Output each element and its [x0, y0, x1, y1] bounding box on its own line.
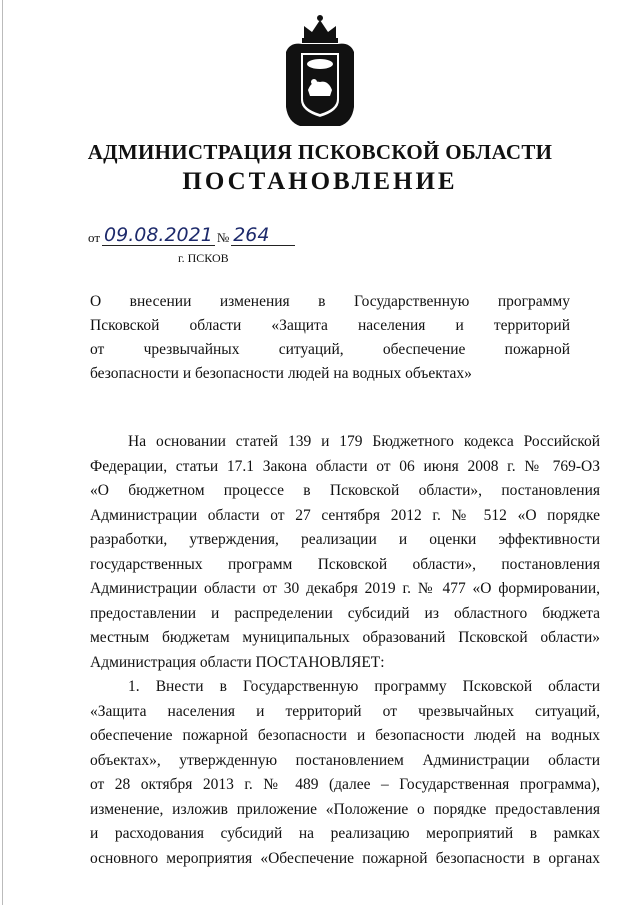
organization-name: АДМИНИСТРАЦИЯ ПСКОВСКОЙ ОБЛАСТИ — [87, 140, 553, 164]
scan-edge-line — [2, 0, 3, 905]
body-line: 1. Внести в Государственную программу Псковской области — [128, 678, 600, 695]
body-line: Администрация области ПОСТАНОВЛЯЕТ: — [90, 653, 385, 671]
subject-line: от чрезвычайных ситуаций, обеспечение пожарной — [90, 341, 570, 358]
handwritten-number: 264 — [231, 225, 295, 246]
body-line: изменение, изложив приложение «Положение о порядке предоставления — [90, 800, 600, 818]
body-line: Администрации области от 30 декабря 2019 г. № 477 «О формировании, — [90, 580, 600, 597]
body-line: объектах», утвержденную постановлением Администрации области — [90, 751, 600, 769]
subject-line: безопасности и безопасности людей на водных объектах» — [90, 365, 472, 382]
document-type-title: ПОСТАНОВЛЕНИЕ — [182, 168, 458, 195]
body-line: На основании статей 139 и 179 Бюджетного кодекса Российской — [128, 433, 600, 450]
body-line: Администрации области от 27 сентября 2012 г. № 512 «О порядке — [90, 506, 600, 524]
body-line: «Защита населения и территорий от чрезвычайных ситуаций, — [90, 702, 600, 720]
number-prefix: № — [216, 230, 230, 245]
body-line: Федерации, статьи 17.1 Закона области от 06 июня 2008 г. № 769-ОЗ — [90, 457, 600, 475]
body-line: «О бюджетном процессе в Псковской области», постановления — [90, 482, 600, 499]
handwritten-date: 09.08.2021 — [104, 224, 213, 246]
body-line: обеспечение пожарной безопасности и безопасности людей на водных — [90, 727, 600, 744]
subject-line: Псковской области «Защита населения и территорий — [90, 317, 570, 334]
body-line: государственных программ Псковской области», постановления — [90, 555, 600, 573]
date-number-line — [88, 222, 295, 246]
body-line: от 28 октября 2013 г. № 489 (далее – Государственная программа), — [90, 776, 600, 793]
body-line: предоставлении и распределении субсидий из областного бюджета — [90, 604, 600, 622]
subject-line: О внесении изменения в Государственную программу — [90, 293, 570, 310]
body-line: и расходования субсидий на реализацию мероприятий в рамках — [90, 825, 600, 842]
document-subject — [90, 290, 570, 386]
city-label: г. ПСКОВ — [178, 251, 229, 265]
pskov-coat-of-arms-icon — [280, 12, 360, 132]
body-line: местным бюджетам муниципальных образований Псковской области» — [90, 629, 600, 646]
document-body — [90, 430, 600, 871]
body-line: разработки, утверждения, реализации и оценки эффективности — [90, 531, 600, 548]
date-prefix: от — [88, 230, 101, 245]
body-line: основного мероприятия «Обеспечение пожарной безопасности в органах — [90, 849, 600, 867]
